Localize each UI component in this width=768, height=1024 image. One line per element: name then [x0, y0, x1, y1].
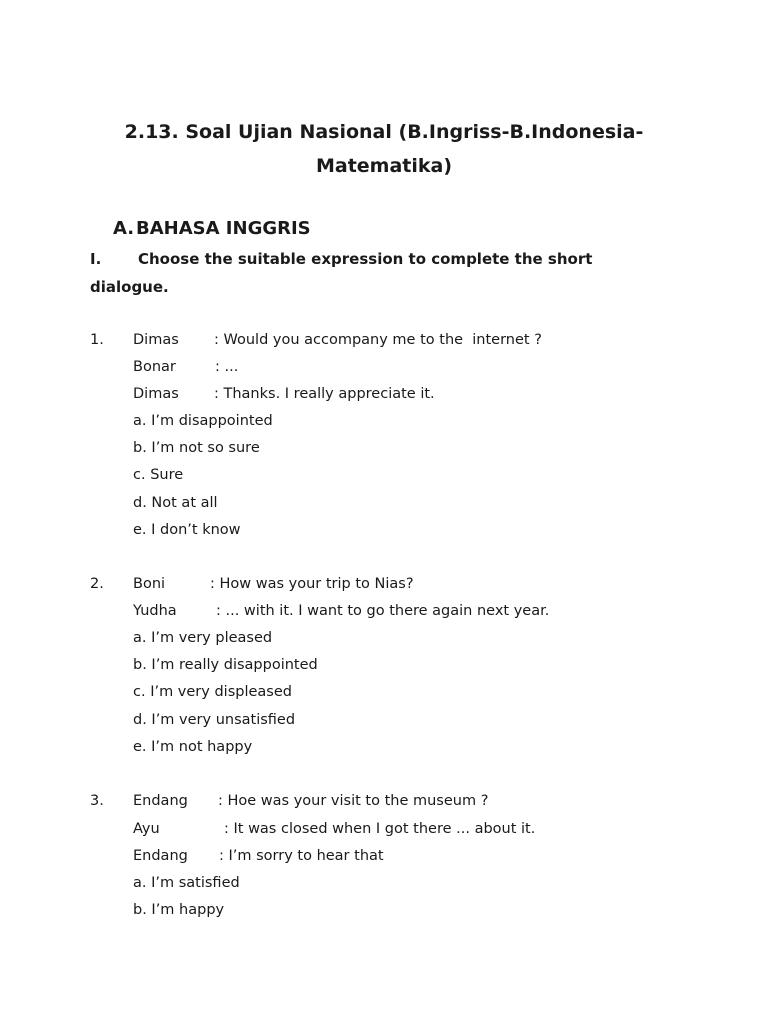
dialogue-speaker: Endang [133, 793, 188, 809]
dialogue-speaker: Endang [133, 848, 188, 864]
section-letter: A. [113, 218, 135, 239]
dialogue-line: : Thanks. I really appreciate it. [214, 386, 435, 402]
dialogue-speaker: Ayu [133, 821, 160, 837]
question-number: 1. [90, 332, 104, 348]
page-title-line-1: 2.13. Soal Ujian Nasional (B.Ingriss-B.Indonesia- [124, 121, 644, 143]
dialogue-line: : It was closed when I got there ... about it. [224, 821, 536, 837]
instruction-text-continued: dialogue. [90, 278, 169, 296]
answer-option: a. I’m satisfied [133, 875, 240, 891]
answer-option: d. Not at all [133, 495, 218, 511]
dialogue-speaker: Yudha [133, 603, 177, 619]
answer-option: a. I’m disappointed [133, 413, 273, 429]
answer-option: b. I’m really disappointed [133, 657, 318, 673]
section-heading: BAHASA INGGRIS [136, 218, 311, 239]
dialogue-speaker: Bonar [133, 359, 176, 375]
dialogue-line: : ... with it. I want to go there again next year. [216, 603, 550, 619]
dialogue-line: : I’m sorry to hear that [219, 848, 384, 864]
answer-option: b. I’m happy [133, 902, 225, 918]
page-title-line-2: Matematika) [315, 155, 453, 177]
dialogue-line: : Would you accompany me to the internet ? [214, 332, 542, 348]
dialogue-speaker: Dimas [133, 332, 179, 348]
instruction-text: Choose the suitable expression to complete the short [138, 250, 593, 268]
answer-option: c. I’m very displeased [133, 684, 292, 700]
answer-option: e. I’m not happy [133, 739, 253, 755]
dialogue-speaker: Boni [133, 576, 166, 592]
answer-option: b. I’m not so sure [133, 440, 260, 456]
dialogue-speaker: Dimas [133, 386, 179, 402]
instruction-numeral: I. [90, 250, 102, 268]
question-number: 2. [90, 576, 104, 592]
question-number: 3. [90, 793, 104, 809]
dialogue-line: : Hoe was your visit to the museum ? [218, 793, 489, 809]
answer-option: c. Sure [133, 467, 184, 483]
dialogue-line: : ... [215, 359, 239, 375]
answer-option: a. I’m very pleased [133, 630, 273, 646]
answer-option: d. I’m very unsatisfied [133, 712, 296, 728]
dialogue-line: : How was your trip to Nias? [210, 576, 414, 592]
answer-option: e. I don’t know [133, 522, 241, 538]
